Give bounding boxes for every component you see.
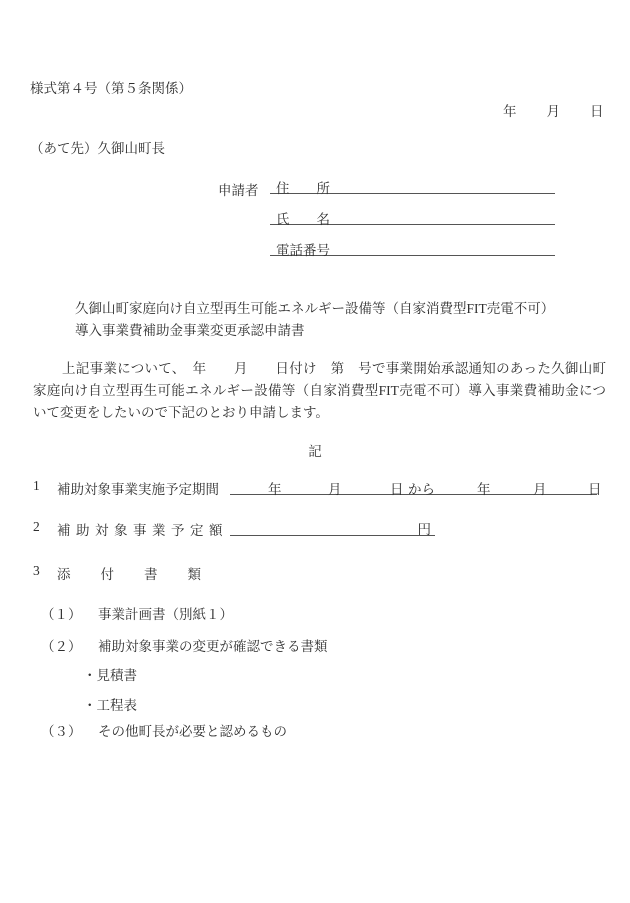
bullet-mitsumorisho: [83, 664, 137, 684]
bullet-text: 見積書: [96, 668, 137, 683]
document-title-line2: 導入事業費補助金事業変更承認申請書: [75, 323, 305, 338]
body-paragraph: 上記事業について、 年 月 日付け 第 号で事業開始承認通知のあった久御山町家庭向け自立型再生可能エネルギー設備等（自家消費型FIT売電不可）導入事業費補助金について変更をしたいので下記のとおり申請します。: [33, 361, 606, 420]
item2-amount-field: [230, 518, 435, 536]
applicant-label: 申請者: [218, 183, 259, 198]
bullet-marker: ・: [83, 668, 97, 683]
attachment2-number: （２）: [41, 639, 82, 654]
applicant-name-field: [270, 208, 555, 225]
item1-label: 補助対象事業実施予定期間: [57, 482, 219, 497]
date-line: [503, 100, 604, 120]
date-day-label: 日: [590, 104, 604, 119]
period-month2-label: 月: [533, 482, 547, 497]
item3-label: 添付書類: [57, 567, 231, 582]
item1-number: 1: [33, 478, 40, 493]
period-year2-label: 年: [477, 482, 491, 497]
yen-unit-label: 円: [417, 522, 431, 537]
applicant-phone-field: [270, 239, 555, 256]
period-year1-label: 年: [268, 482, 282, 497]
item2-number: 2: [33, 519, 40, 534]
date-year-label: 年: [503, 104, 517, 119]
period-kara-label: から: [408, 482, 435, 497]
attachment1-text: 事業計画書（別紙１）: [98, 607, 233, 622]
attachment1-number: （１）: [41, 607, 82, 622]
applicant-address-field: [270, 177, 555, 194]
record-heading: 記: [308, 444, 322, 459]
attachment3-text: その他町長が必要と認めるもの: [98, 724, 287, 739]
name-field-label: 氏 名: [276, 212, 330, 227]
period-day2-label: 日: [588, 482, 602, 497]
item2-label: 補助対象事業予定額: [57, 523, 228, 538]
address-field-label: 住 所: [276, 181, 330, 196]
document-title-line1: 久御山町家庭向け自立型再生可能エネルギー設備等（自家消費型FIT売電不可）: [75, 301, 555, 316]
bullet-text: 工程表: [96, 698, 137, 713]
addressee: （あて先）久御山町長: [30, 141, 165, 156]
attachment3-number: （３）: [41, 724, 82, 739]
item3-number: 3: [33, 563, 40, 578]
bullet-koteihyo: [83, 694, 137, 714]
phone-field-label: 電話番号: [276, 243, 330, 258]
period-month1-label: 月: [328, 482, 342, 497]
date-month-label: 月: [546, 104, 560, 119]
document-title: [75, 298, 554, 342]
attachment2-text: 補助対象事業の変更が確認できる書類: [98, 639, 328, 654]
period-day1-label: 日: [390, 482, 404, 497]
form-number: 様式第４号（第５条関係）: [30, 81, 192, 96]
bullet-marker: ・: [83, 698, 97, 713]
item1-period-field: [230, 477, 602, 497]
